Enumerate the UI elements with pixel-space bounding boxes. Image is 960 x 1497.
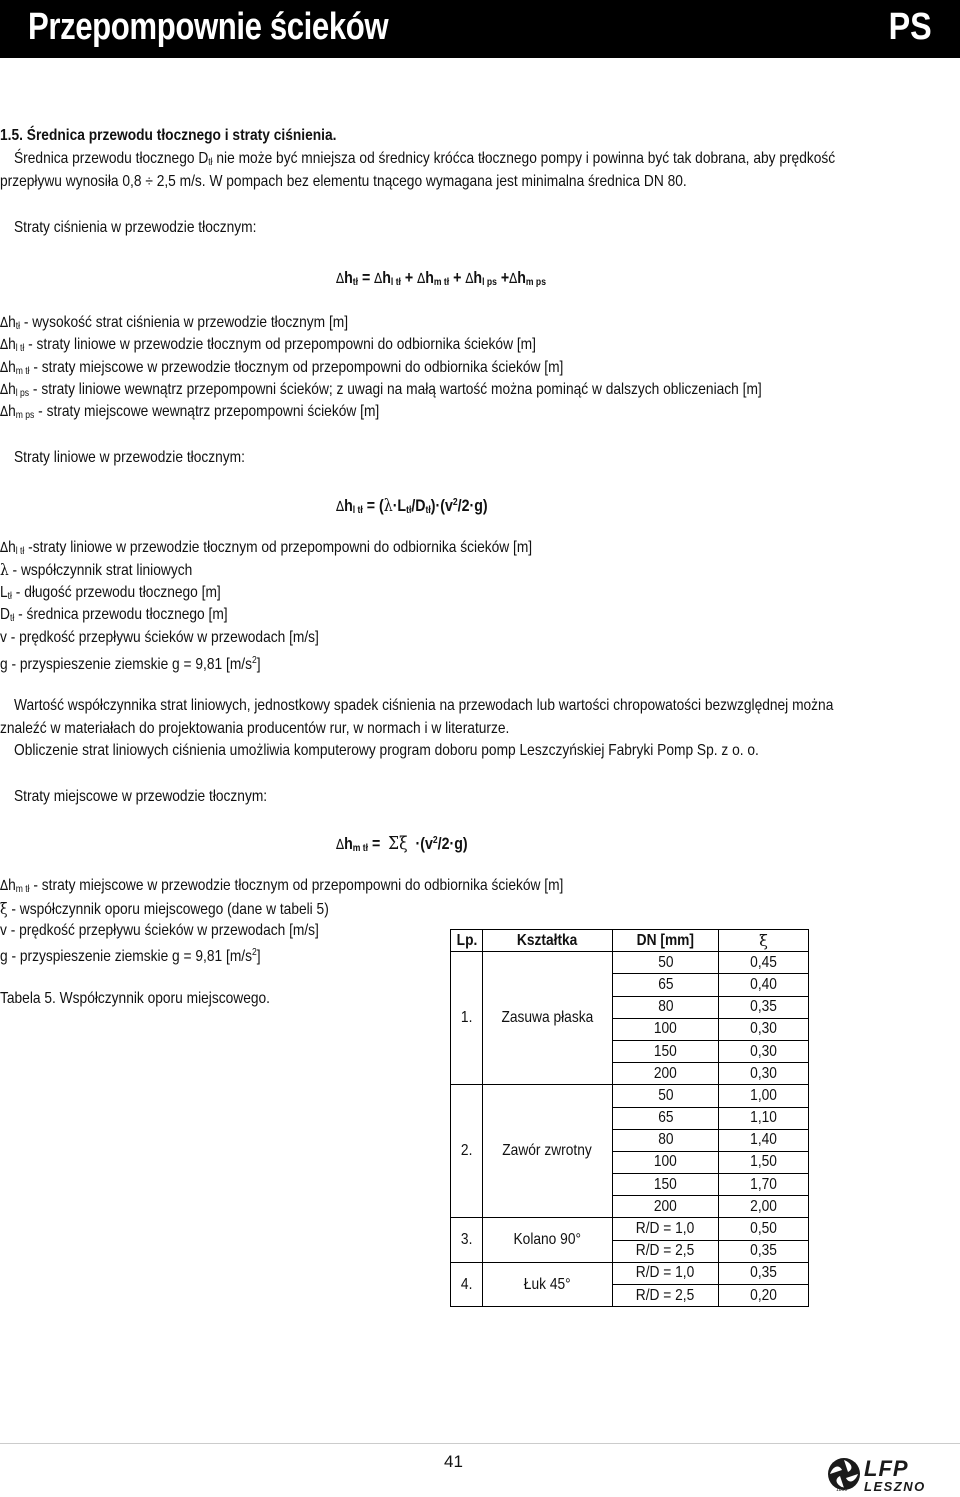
svg-text:LESZNO: LESZNO bbox=[864, 1479, 926, 1493]
cell-xi: 0,45 bbox=[719, 952, 809, 974]
def-h-m-tl: $\Delta h_{m tł}$ - straty miejscowe w przewodzie tłocznym od przepompowni do odbiornika ścieków [m] bbox=[0, 359, 564, 377]
cell-xi: 0,35 bbox=[719, 1262, 809, 1284]
resistance-table bbox=[450, 929, 809, 1307]
def-diameter: $D_{tł}$ - średnica przewodu tłocznego [m] bbox=[0, 606, 228, 624]
def-h-m-ps: $\Delta h_{m ps}$ - straty miejscowe wewnątrz przepompowni ścieków [m] bbox=[0, 403, 380, 421]
cell-dn: R/D = 2,5 bbox=[613, 1285, 719, 1307]
cell-xi: 0,35 bbox=[719, 1240, 809, 1262]
def-h-l-tl: $\Delta h_{l tł}$ - straty liniowe w przewodzie tłocznym od przepompowni do odbiornika ścieków [m] bbox=[0, 336, 536, 354]
def-gravity: g - przyspieszenie ziemskie g = 9,81 $[m/s^2]$ bbox=[0, 655, 261, 673]
def-local-hm: $\Delta h_{m tł}$ - straty miejscowe w przewodzie tłocznym od przepompowni do odbiornika ścieków [m] bbox=[0, 877, 564, 895]
cell-fitting: Kolano 90° bbox=[483, 1218, 613, 1262]
page-title: Przepompownie ścieków bbox=[28, 6, 389, 48]
cell-fitting: Łuk 45° bbox=[483, 1262, 613, 1306]
footer-divider bbox=[0, 1443, 960, 1444]
table-row bbox=[451, 952, 809, 974]
svg-text:LFP: LFP bbox=[864, 1456, 909, 1481]
paragraph-values-line1: Wartość współczynnika strat liniowych, jednostkowy spadek ciśnienia na przewodach lub wartości chropowatości bezwzględnej można bbox=[14, 697, 834, 714]
page-number: 41 bbox=[444, 1452, 463, 1471]
section-code: PS bbox=[888, 6, 932, 48]
cell-xi: 0,35 bbox=[719, 996, 809, 1018]
cell-dn: 50 bbox=[613, 1085, 719, 1107]
cell-xi: 0,30 bbox=[719, 1040, 809, 1062]
cell-fitting: Zawór zwrotny bbox=[483, 1085, 613, 1218]
section-heading: 1.5. Średnica przewodu tłocznego i straty ciśnienia. bbox=[0, 127, 337, 144]
cell-xi: 1,40 bbox=[719, 1129, 809, 1151]
equation-linear-losses: $\Delta h_{l tł} = (\lambda\cdot L_{tł}/D_{tł})\cdot(v^2/2\cdot g)$ bbox=[336, 496, 488, 516]
lfp-leszno-logo bbox=[826, 1455, 954, 1493]
cell-dn: R/D = 1,0 bbox=[613, 1218, 719, 1240]
cell-dn: 80 bbox=[613, 1129, 719, 1151]
paragraph-program: Obliczenie strat liniowych ciśnienia umożliwia komputerowy program doboru pomp Leszczyńskiej Fabryki Pomp Sp. z o. o. bbox=[14, 742, 759, 759]
cell-dn: 150 bbox=[613, 1174, 719, 1196]
def-lambda: λ - współczynnik strat liniowych bbox=[0, 560, 193, 579]
cell-xi: 0,50 bbox=[719, 1218, 809, 1240]
cell-lp: 1. bbox=[451, 952, 483, 1085]
cell-dn: 80 bbox=[613, 996, 719, 1018]
def-local-velocity: v - prędkość przepływu ścieków w przewodach [m/s] bbox=[0, 922, 319, 939]
def-velocity: v - prędkość przepływu ścieków w przewodach [m/s] bbox=[0, 629, 319, 646]
cell-xi: 0,20 bbox=[719, 1285, 809, 1307]
equation-total-losses: $\Delta h_{tł} = \Delta h_{l tł} + \Delta h_{m tł} + \Delta h_{l ps} +\Delta h_{m ps}$ bbox=[336, 269, 546, 288]
col-header-xi: ξ bbox=[719, 930, 809, 952]
losses-intro: Straty ciśnienia w przewodzie tłocznym: bbox=[14, 219, 257, 236]
cell-xi: 0,30 bbox=[719, 1018, 809, 1040]
cell-xi: 1,70 bbox=[719, 1174, 809, 1196]
cell-dn: 100 bbox=[613, 1018, 719, 1040]
table-header-row bbox=[451, 930, 809, 952]
cell-lp: 3. bbox=[451, 1218, 483, 1262]
cell-xi: 0,30 bbox=[719, 1063, 809, 1085]
cell-dn: 150 bbox=[613, 1040, 719, 1062]
table-caption: Tabela 5. Współczynnik oporu miejscowego. bbox=[0, 990, 270, 1007]
cell-xi: 2,00 bbox=[719, 1196, 809, 1218]
cell-dn: 200 bbox=[613, 1063, 719, 1085]
col-header-fitting: Kształtka bbox=[483, 930, 613, 952]
paragraph-diameter-line2: przepływu wynosiła 0,8 ÷ 2,5 m/s. W pompach bez elementu tnącego wymagana jest minimalna średnica DN 80. bbox=[0, 173, 687, 190]
def-h-l-ps: $\Delta h_{l ps}$ - straty liniowe wewnątrz przepompowni ścieków; z uwagi na małą wartość można pominąć w dalszych obliczeniach [m] bbox=[0, 381, 762, 399]
svg-text:1869: 1869 bbox=[836, 1487, 848, 1493]
local-intro: Straty miejscowe w przewodzie tłocznym: bbox=[14, 788, 268, 805]
cell-fitting: Zasuwa płaska bbox=[483, 952, 613, 1085]
def-local-gravity: g - przyspieszenie ziemskie g = 9,81 $[m/s^2]$ bbox=[0, 947, 261, 965]
pump-impeller-icon bbox=[828, 1458, 860, 1490]
col-header-dn: DN [mm] bbox=[613, 930, 719, 952]
cell-xi: 1,00 bbox=[719, 1085, 809, 1107]
linear-intro: Straty liniowe w przewodzie tłocznym: bbox=[14, 449, 245, 466]
cell-xi: 1,10 bbox=[719, 1107, 809, 1129]
cell-lp: 4. bbox=[451, 1262, 483, 1306]
def-xi: ξ - współczynnik oporu miejscowego (dane w tabeli 5) bbox=[0, 899, 329, 918]
col-header-lp: Lp. bbox=[451, 930, 483, 952]
table-row bbox=[451, 1085, 809, 1107]
paragraph-values-line2: znaleźć w materiałach do projektowania producentów rur, w normach i w literaturze. bbox=[0, 720, 510, 737]
def-h-tl: $\Delta h_{tł}$ - wysokość strat ciśnienia w przewodzie tłocznym [m] bbox=[0, 314, 349, 332]
cell-dn: 50 bbox=[613, 952, 719, 974]
def-length: $L_{tł}$ - długość przewodu tłocznego [m] bbox=[0, 584, 221, 602]
table-row bbox=[451, 1218, 809, 1240]
cell-dn: 65 bbox=[613, 974, 719, 996]
def-linear-hl: $\Delta h_{l tł}$ -straty liniowe w przewodzie tłocznym od przepompowni do odbiornika ścieków [m] bbox=[0, 539, 533, 557]
cell-xi: 0,40 bbox=[719, 974, 809, 996]
cell-dn: 200 bbox=[613, 1196, 719, 1218]
cell-lp: 2. bbox=[451, 1085, 483, 1218]
paragraph-diameter-line1: Średnica przewodu tłocznego $D_{tł}$ nie może być mniejsza od średnicy króćca tłocznego pompy i powinna być tak dobrana, aby prędkość bbox=[14, 150, 836, 168]
equation-local-losses: $\Delta h_{m tł} = \Sigma\xi \cdot(v^2/2\cdot g)$ bbox=[336, 833, 468, 854]
page-header bbox=[0, 0, 960, 58]
cell-dn: 65 bbox=[613, 1107, 719, 1129]
cell-xi: 1,50 bbox=[719, 1151, 809, 1173]
table-row bbox=[451, 1262, 809, 1284]
cell-dn: R/D = 1,0 bbox=[613, 1262, 719, 1284]
cell-dn: 100 bbox=[613, 1151, 719, 1173]
cell-dn: R/D = 2,5 bbox=[613, 1240, 719, 1262]
